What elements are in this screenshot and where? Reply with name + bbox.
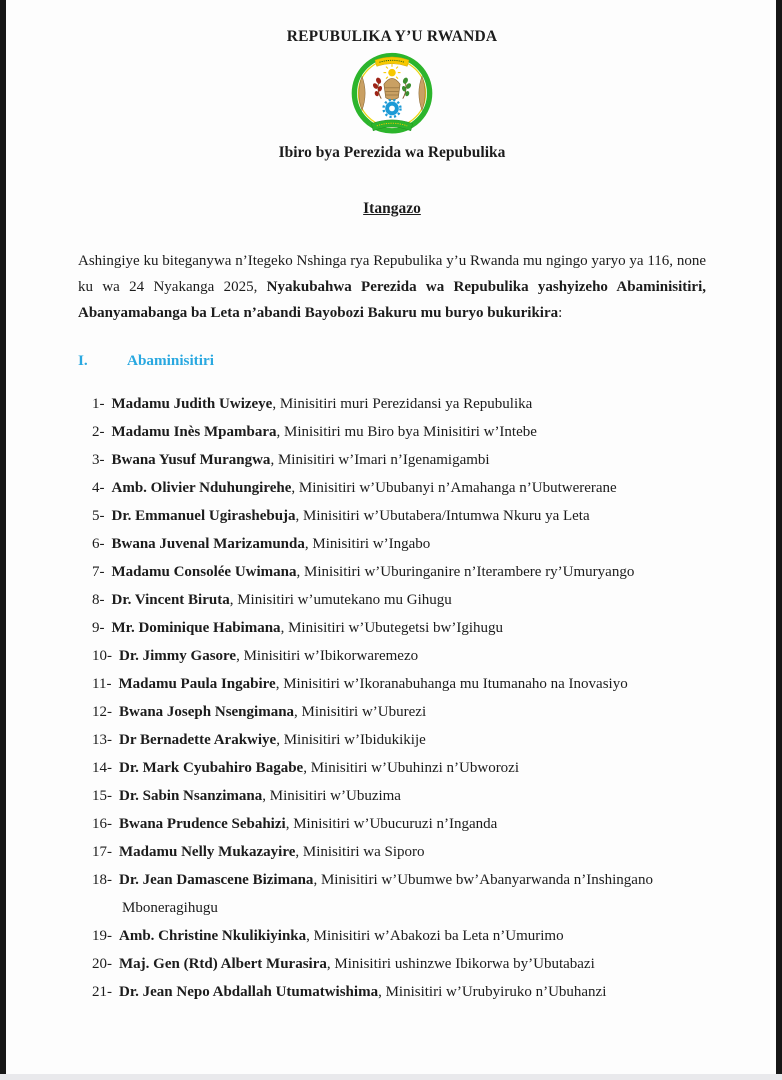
minister-role: , Minisitiri w’Ikoranabuhanga mu Itumanaho na Inovasiyo: [275, 676, 628, 692]
minister-name: Amb. Christine Nkulikiyinka: [119, 928, 307, 944]
minister-name: Dr. Vincent Biruta: [111, 592, 230, 608]
minister-number: 7-: [92, 564, 105, 580]
section-numeral: I.: [78, 352, 88, 369]
minister-number: 20-: [92, 956, 112, 972]
minister-item: [92, 642, 706, 670]
minister-number: 13-: [92, 732, 112, 748]
minister-number: 9-: [92, 620, 105, 636]
minister-name: Dr. Sabin Nsanzimana: [119, 788, 263, 804]
minister-name: Amb. Olivier Nduhungirehe: [111, 480, 292, 496]
intro-paragraph: [78, 248, 706, 326]
minister-item: [92, 810, 706, 838]
minister-name: Bwana Yusuf Murangwa: [111, 452, 271, 468]
minister-number: 11-: [92, 676, 112, 692]
minister-role: , Minisitiri w’Ibikorwaremezo: [236, 648, 419, 664]
minister-role: , Minisitiri w’Ubuzima: [262, 788, 401, 804]
section-heading-abaminisitiri: [78, 352, 706, 370]
minister-item: [92, 614, 706, 642]
minister-name: Bwana Joseph Nsengimana: [119, 704, 295, 720]
minister-name: Dr. Mark Cyubahiro Bagabe: [119, 760, 304, 776]
minister-item: [92, 530, 706, 558]
minister-number: 8-: [92, 592, 105, 608]
minister-number: 15-: [92, 788, 112, 804]
minister-role: , Minisitiri w’Imari n’Igenamigambi: [270, 452, 490, 468]
minister-name: Madamu Inès Mpambara: [111, 424, 277, 440]
minister-number: 19-: [92, 928, 112, 944]
minister-item: [92, 670, 706, 698]
minister-item: [92, 502, 706, 530]
minister-name: Bwana Juvenal Marizamunda: [111, 536, 305, 552]
minister-number: 14-: [92, 760, 112, 776]
minister-number: 5-: [92, 508, 105, 524]
minister-number: 18-: [92, 872, 112, 888]
minister-role: , Minisitiri w’Ingabo: [304, 536, 431, 552]
minister-name: Dr. Jean Nepo Abdallah Utumatwishima: [119, 984, 379, 1000]
minister-item: [92, 782, 706, 810]
minister-role: , Minisitiri muri Perezidansi ya Repubulika: [272, 396, 533, 412]
minister-role: , Minisitiri w’Ubuhinzi n’Ubworozi: [303, 760, 520, 776]
emblem-container: [78, 52, 706, 138]
minister-role: , Minisitiri w’Ububanyi n’Amahanga n’Ubutwererane: [291, 480, 617, 496]
minister-role: , Minisitiri w’Abakozi ba Leta n’Umurimo: [306, 928, 564, 944]
minister-role: , Minisitiri w’Ubutegetsi bw’Igihugu: [280, 620, 504, 636]
minister-role: , Minisitiri mu Biro bya Minisitiri w’Intebe: [276, 424, 537, 440]
minister-number: 4-: [92, 480, 105, 496]
minister-role: , Minisitiri wa Siporo: [295, 844, 425, 860]
minister-list: [78, 390, 706, 1006]
minister-number: 2-: [92, 424, 105, 440]
minister-number: 6-: [92, 536, 105, 552]
section-title: Abaminisitiri: [127, 352, 214, 369]
photo-edge-bottom: [0, 1074, 782, 1080]
minister-number: 1-: [92, 396, 105, 412]
minister-item: [92, 390, 706, 418]
intro-text-regular: Ashingiye ku biteganywa n’Itegeko Nshinga rya Repubulika y’u Rwanda mu ngingo yaryo ya 116, none ku wa 24 Nyakanga 2025,: [78, 253, 706, 295]
intro-text-end: :: [558, 305, 563, 321]
minister-number: 12-: [92, 704, 112, 720]
minister-name: Dr. Jean Damascene Bizimana: [119, 872, 314, 888]
minister-name: Dr. Jimmy Gasore: [119, 648, 237, 664]
minister-number: 16-: [92, 816, 112, 832]
rwanda-coat-of-arms-emblem: [347, 52, 437, 138]
intro-text-bold: Nyakubahwa Perezida wa Repubulika yashyizeho Abaminisitiri, Abanyamabanga ba Leta n’abandi Bayobozi Bakuru mu buryo bukurikira: [78, 279, 706, 321]
minister-item: [92, 726, 706, 754]
minister-role: , Minisitiri w’Ubumwe bw’Abanyarwanda n’Inshingano Mboneragihugu: [122, 872, 653, 916]
minister-number: 21-: [92, 984, 112, 1000]
minister-name: Mr. Dominique Habimana: [111, 620, 281, 636]
minister-role: , Minisitiri w’Uburinganire n’Iterambere ry’Umuryango: [296, 564, 635, 580]
minister-name: Madamu Nelly Mukazayire: [119, 844, 296, 860]
minister-item: [92, 866, 706, 922]
minister-item: [92, 838, 706, 866]
republic-title: REPUBULIKA Y’U RWANDA: [286, 28, 498, 45]
minister-role: , Minisitiri w’Ibidukikije: [276, 732, 426, 748]
minister-item: [92, 698, 706, 726]
minister-item: [92, 950, 706, 978]
document-title: Itangazo: [363, 200, 421, 217]
minister-name: Madamu Paula Ingabire: [118, 676, 276, 692]
minister-name: Maj. Gen (Rtd) Albert Murasira: [119, 956, 327, 972]
minister-role: , Minisitiri w’umutekano mu Gihugu: [229, 592, 452, 608]
minister-number: 17-: [92, 844, 112, 860]
minister-item: [92, 978, 706, 1006]
minister-item: [92, 922, 706, 950]
minister-role: , Minisitiri w’Ubucuruzi n’Inganda: [285, 816, 498, 832]
minister-number: 3-: [92, 452, 105, 468]
minister-number: 10-: [92, 648, 112, 664]
minister-item: [92, 418, 706, 446]
minister-role: , Minisitiri w’Urubyiruko n’Ubuhanzi: [378, 984, 607, 1000]
minister-name: Madamu Judith Uwizeye: [111, 396, 273, 412]
minister-role: , Minisitiri w’Ubutabera/Intumwa Nkuru ya Leta: [295, 508, 590, 524]
minister-name: Madamu Consolée Uwimana: [111, 564, 297, 580]
minister-name: Dr Bernadette Arakwiye: [119, 732, 277, 748]
minister-name: Dr. Emmanuel Ugirashebuja: [111, 508, 296, 524]
minister-item: [92, 446, 706, 474]
minister-item: [92, 586, 706, 614]
minister-item: [92, 474, 706, 502]
minister-item: [92, 558, 706, 586]
minister-item: [92, 754, 706, 782]
minister-name: Bwana Prudence Sebahizi: [119, 816, 286, 832]
minister-role: , Minisitiri w’Uburezi: [294, 704, 427, 720]
office-title: Ibiro bya Perezida wa Repubulika: [278, 144, 506, 161]
minister-role: , Minisitiri ushinzwe Ibikorwa by’Ubutabazi: [326, 956, 595, 972]
